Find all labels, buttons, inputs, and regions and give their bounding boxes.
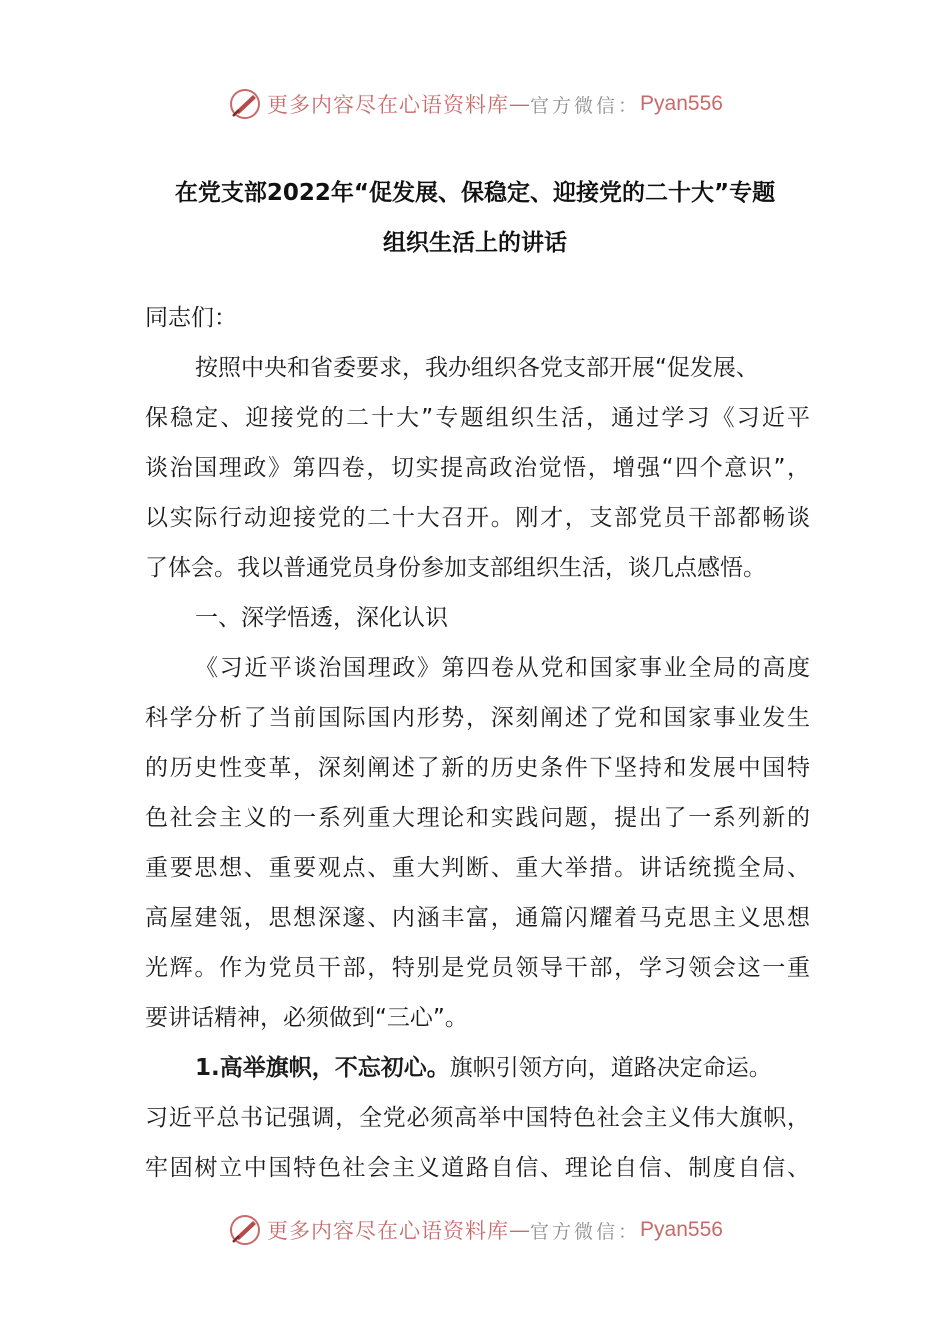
quill-logo-icon <box>227 86 263 122</box>
watermark-banner-bottom <box>0 1210 950 1250</box>
paragraph-1-line: 按照中央和省委要求，我办组织各党支部开展“促发展、 <box>195 355 759 381</box>
paragraph-2-line: 光辉。作为党员干部，特别是党员领导干部，学习领会这一重 <box>145 955 810 981</box>
paragraph-1-line: 以实际行动迎接党的二十大召开。刚才，支部党员干部都畅谈 <box>145 505 810 531</box>
paragraph-1-line: 了体会。我以普通党员身份参加支部组织生活，谈几点感悟。 <box>145 555 766 581</box>
salutation: 同志们： <box>145 305 237 331</box>
paragraph-3-line: 牢固树立中国特色社会主义道路自信、理论自信、制度自信、 <box>145 1155 810 1181</box>
document-title-line-2: 组织生活上的讲话 <box>383 230 567 256</box>
watermark-dash: — <box>509 92 531 116</box>
section-heading-1: 一、深学悟透，深化认识 <box>195 605 448 631</box>
watermark-slogan: 更多内容尽在心语资料库 <box>267 93 510 117</box>
watermark-official-label: 官方微信： <box>530 1220 641 1243</box>
paragraph-2-line: 高屋建瓴，思想深邃、内涵丰富，通篇闪耀着马克思主义思想 <box>145 905 810 931</box>
watermark-wechat-id: Pyan556 <box>640 92 723 115</box>
watermark-slogan: 更多内容尽在心语资料库 <box>267 1219 510 1243</box>
paragraph-1-line: 谈治国理政》第四卷，切实提高政治觉悟，增强“四个意识”， <box>145 455 810 481</box>
watermark-wechat-id: Pyan556 <box>640 1218 723 1241</box>
paragraph-2-line: 色社会主义的一系列重大理论和实践问题，提出了一系列新的 <box>145 805 810 831</box>
paragraph-1-line: 保稳定、迎接党的二十大”专题组织生活，通过学习《习近平 <box>145 405 810 431</box>
paragraph-2-line: 《习近平谈治国理政》第四卷从党和国家事业全局的高度 <box>195 655 810 681</box>
point-1-heading: 1.高举旗帜，不忘初心。 <box>195 1055 450 1081</box>
point-1-lead-text: 旗帜引领方向，道路决定命运。 <box>449 1055 772 1081</box>
paragraph-2-line: 重要思想、重要观点、重大判断、重大举措。讲话统揽全局、 <box>145 855 810 881</box>
paragraph-3-first-line <box>195 1053 810 1083</box>
quill-logo-icon <box>227 1212 263 1248</box>
watermark-banner-top <box>0 84 950 124</box>
paragraph-2-line: 科学分析了当前国际国内形势，深刻阐述了党和国家事业发生 <box>145 705 810 731</box>
paragraph-2-line: 要讲话精神，必须做到“三心”。 <box>145 1005 468 1031</box>
watermark-official-label: 官方微信： <box>530 94 641 117</box>
paragraph-3-line: 习近平总书记强调，全党必须高举中国特色社会主义伟大旗帜， <box>145 1105 810 1131</box>
document-title-line-1: 在党支部2022年“促发展、保稳定、迎接党的二十大”专题 <box>174 180 776 206</box>
watermark-dash: — <box>509 1218 531 1242</box>
paragraph-2-line: 的历史性变革，深刻阐述了新的历史条件下坚持和发展中国特 <box>145 755 810 781</box>
